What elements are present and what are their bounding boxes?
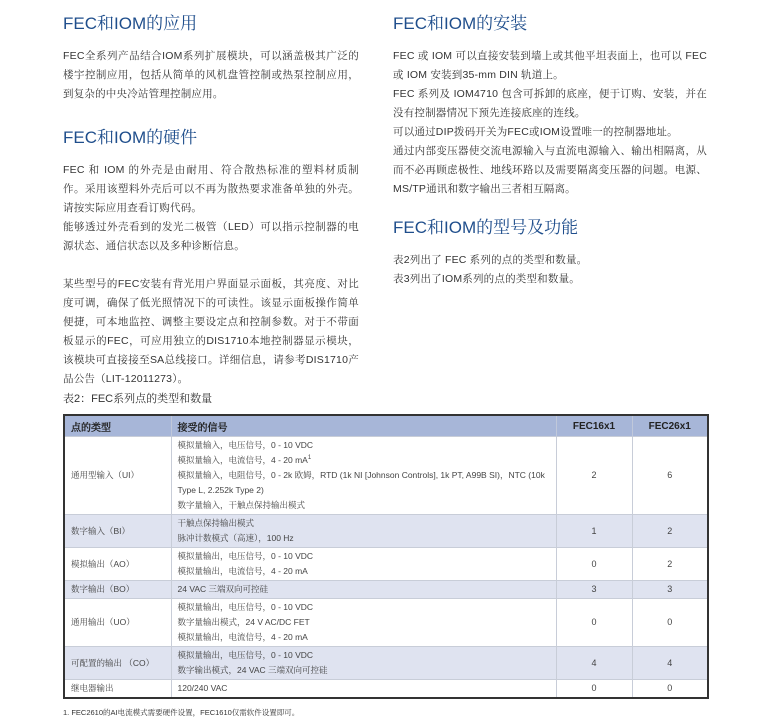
- cell-fec16x1: 1: [556, 515, 632, 548]
- signal-text: 模拟量输出，电压信号，0 - 10 VDC: [177, 551, 314, 561]
- cell-signals: [171, 599, 556, 647]
- cell-fec26x1: 0: [632, 680, 708, 699]
- signal-text: 模拟量输出，电流信号，4 - 20 mA: [177, 566, 308, 576]
- header-signals: 接受的信号: [171, 415, 556, 437]
- paragraph: 可以通过DIP拨码开关为FEC或IOM设置唯一的控制器地址。: [393, 126, 678, 138]
- signal-line: [178, 600, 550, 615]
- cell-signals: [171, 647, 556, 680]
- cell-fec16x1: 0: [556, 548, 632, 581]
- cell-fec16x1: 4: [556, 647, 632, 680]
- heading-application: FEC和IOM的应用: [63, 14, 198, 33]
- signal-text: 120/240 VAC: [177, 683, 228, 693]
- signal-line: [178, 615, 550, 630]
- signal-text: 干触点保持输出模式: [177, 518, 255, 528]
- cell-fec26x1: 2: [632, 515, 708, 548]
- signal-line: [178, 648, 550, 663]
- signal-line: [178, 549, 550, 564]
- table-row: [64, 548, 708, 581]
- paragraph: 通过内部变压器使交流电源输入与直流电源输入、输出相隔离，从而不必再顾虑极性、地线环路以及需要隔离变压器的问题。电源、MS/TP通讯和数字输出三者相互隔离。: [393, 145, 707, 195]
- points-table: [63, 414, 709, 699]
- paragraph: FEC 系列及 IOM4710 包含可拆卸的底座，便于订购、安装，并在没有控制器情况下预先连接底座的连线。: [393, 88, 707, 119]
- signal-line: [178, 582, 550, 597]
- signal-line: [178, 531, 550, 546]
- cell-point-type: 通用型输入（UI）: [64, 437, 171, 515]
- header-point-type: 点的类型: [64, 415, 171, 437]
- signal-line: [178, 564, 550, 579]
- paragraph: 表3列出了IOM系列的点的类型和数量。: [393, 273, 580, 285]
- cell-fec16x1: 0: [556, 599, 632, 647]
- paragraph: 能够透过外壳看到的发光二极管（LED）可以指示控制器的电源状态、通信状态以及多种诊断信息。: [63, 221, 359, 252]
- cell-fec26x1: 0: [632, 599, 708, 647]
- cell-fec26x1: 2: [632, 548, 708, 581]
- signal-text: 模拟量输入，电流信号，4 - 20 mA: [177, 455, 308, 465]
- page: [63, 13, 707, 718]
- footnote-marker: 1: [307, 455, 312, 462]
- signal-text: 脉冲计数模式（高速），100 Hz: [177, 533, 294, 543]
- signal-text: 数字量输入，干触点保持输出模式: [177, 500, 306, 510]
- cell-fec16x1: 3: [556, 581, 632, 599]
- right-column: [393, 13, 707, 389]
- header-fec16x1: FEC16x1: [556, 415, 632, 437]
- paragraph: 表2列出了 FEC 系列的点的类型和数量。: [393, 254, 588, 266]
- signal-text: 数字量输出模式，24 V AC/DC FET: [177, 617, 310, 627]
- heading-installation: FEC和IOM的安装: [393, 14, 528, 33]
- signal-line: [178, 453, 550, 468]
- table-row: [64, 581, 708, 599]
- header-fec26x1: FEC26x1: [632, 415, 708, 437]
- signal-text: 模拟量输出，电流信号，4 - 20 mA: [177, 632, 308, 642]
- signal-line: [178, 516, 550, 531]
- cell-fec26x1: 4: [632, 647, 708, 680]
- paragraph: FEC 或 IOM 可以直接安装到墙上或其他平坦表面上，也可以 FEC 或 IOM 安装到35-mm DIN 轨道上。: [393, 50, 707, 81]
- signal-line: [178, 438, 550, 453]
- cell-fec16x1: 0: [556, 680, 632, 699]
- table-header-row: [64, 415, 708, 437]
- signal-text: 模拟量输出，电压信号，0 - 10 VDC: [177, 650, 314, 660]
- signal-text: 模拟量输入，电压信号，0 - 10 VDC: [177, 440, 314, 450]
- cell-point-type: 通用输出（UO）: [64, 599, 171, 647]
- table-row: [64, 437, 708, 515]
- heading-hardware: FEC和IOM的硬件: [63, 128, 198, 147]
- table-row: [64, 647, 708, 680]
- table-row: [64, 680, 708, 699]
- cell-signals: [171, 548, 556, 581]
- table-row: [64, 599, 708, 647]
- table-row: [64, 515, 708, 548]
- signal-text: 数字输出模式，24 VAC 三端双向可控硅: [177, 665, 328, 675]
- left-column: [63, 13, 359, 389]
- heading-models: FEC和IOM的型号及功能: [393, 218, 579, 237]
- signal-line: [178, 681, 550, 696]
- cell-point-type: 数字输入（BI）: [64, 515, 171, 548]
- paragraph: 某些型号的FEC安装有背光用户界面显示面板，其亮度、对比度可调，确保了低光照情况下的可读性。该显示面板操作简单便捷，可本地监控、调整主要设定点和控制参数。对于不带面板显示的FEC，可应用独立的DIS1710本地控制器显示模块，该模块可直接接至SA总线接口。详细信息，请参考DIS1710产品公告（LIT-12011273）。: [63, 278, 359, 385]
- cell-point-type: 可配置的输出 （CO）: [64, 647, 171, 680]
- cell-fec26x1: 6: [632, 437, 708, 515]
- signal-text: 模拟量输出，电压信号，0 - 10 VDC: [177, 602, 314, 612]
- table-footnote: 1. FEC2610的AI电流模式需要硬件设置，FEC1610仅需软件设置即可。: [63, 708, 300, 717]
- cell-signals: [171, 581, 556, 599]
- signal-line: [178, 498, 550, 513]
- signal-line: [178, 663, 550, 678]
- cell-point-type: 数字输出（BO）: [64, 581, 171, 599]
- table-body: [64, 437, 708, 699]
- paragraph: FEC全系列产品结合IOM系列扩展模块，可以涵盖极其广泛的楼宇控制应用，包括从简单的风机盘管控制或热泵控制应用，到复杂的中央冷站管理控制应用。: [63, 50, 359, 100]
- cell-signals: [171, 680, 556, 699]
- signal-text: 模拟量输入，电阻信号，0 - 2k 欧姆，RTD (1k NI [Johnson Controls], 1k PT, A99B SI)，NTC (10k Type L, 2.252k Type 2): [177, 470, 545, 495]
- signal-line: [178, 468, 550, 498]
- table-caption: 表2：FEC系列点的类型和数量: [63, 393, 213, 405]
- signal-line: [178, 630, 550, 645]
- cell-point-type: 继电器输出: [64, 680, 171, 699]
- cell-fec26x1: 3: [632, 581, 708, 599]
- signal-text: 24 VAC 三端双向可控硅: [177, 584, 269, 594]
- cell-signals: [171, 515, 556, 548]
- cell-fec16x1: 2: [556, 437, 632, 515]
- cell-point-type: 模拟输出（AO）: [64, 548, 171, 581]
- text-columns: [63, 13, 707, 389]
- paragraph: FEC 和 IOM 的外壳是由耐用、符合散热标准的塑料材质制作。采用该塑料外壳后可以不再为散热要求准备单独的外壳。请按实际应用查看订购代码。: [63, 164, 359, 214]
- cell-signals: [171, 437, 556, 515]
